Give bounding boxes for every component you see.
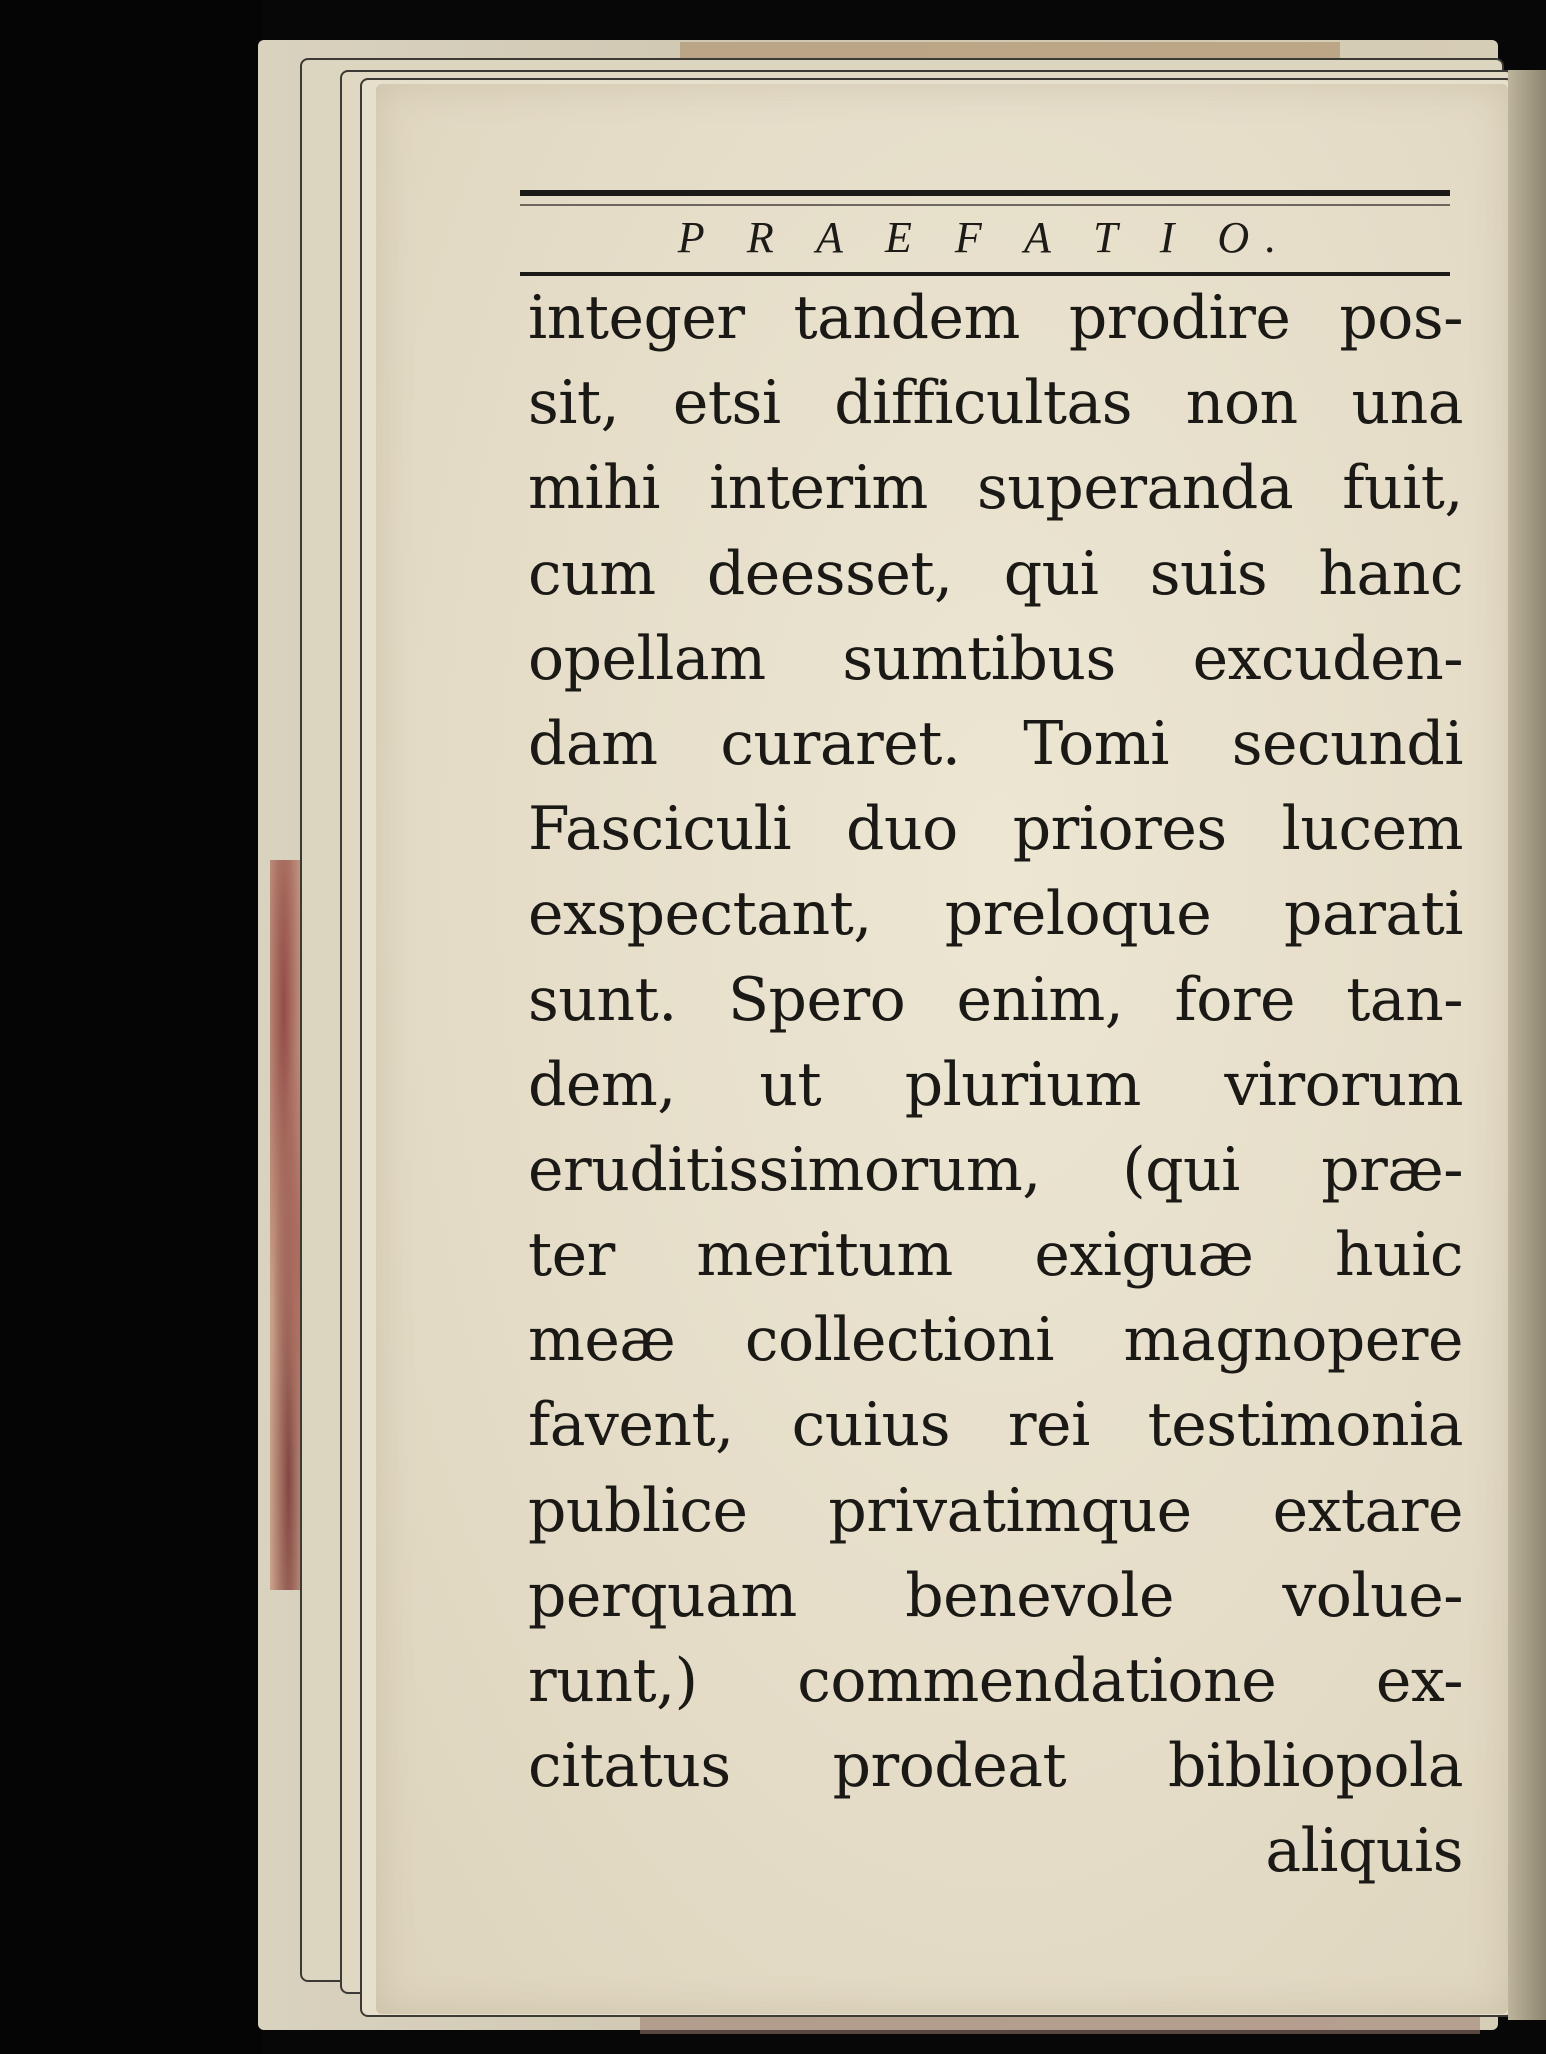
text-line: publice privatimque extare: [528, 1475, 1463, 1546]
text-line-catchword: aliquis: [1265, 1816, 1463, 1887]
text-line: perquam benevole volue-: [528, 1560, 1463, 1631]
text-line: Fasciculi duo priores lucem: [528, 794, 1463, 865]
text-line: favent, cuius rei testimonia: [528, 1390, 1463, 1461]
text-line: citatus prodeat bibliopola: [528, 1731, 1463, 1802]
facing-page-edge: [1508, 70, 1546, 2020]
text-line: opellam sumtibus excuden-: [528, 623, 1463, 694]
text-line: sunt. Spero enim, fore tan-: [528, 964, 1463, 1035]
text-line: mihi interim superanda fuit,: [528, 453, 1463, 524]
background-shadow: [0, 0, 262, 2054]
text-line: dem, ut plurium virorum: [528, 1049, 1463, 1120]
text-line: cum deesset, qui suis hanc: [528, 538, 1463, 609]
text-line: ter meritum exiguæ huic: [528, 1220, 1463, 1291]
header-rule-top: [520, 190, 1450, 196]
text-line: eruditissimorum, (qui præ-: [528, 1134, 1463, 1205]
text-line: sit, etsi difficultas non una: [528, 368, 1463, 439]
text-line: integer tandem prodire pos-: [528, 283, 1463, 353]
text-line: meæ collectioni magnopere: [528, 1305, 1463, 1376]
text-line: exspectant, preloque parati: [528, 879, 1463, 950]
running-title: P R A E F A T I O.: [677, 213, 1293, 262]
page-body-text: [528, 276, 1463, 1895]
text-line: runt,) commendatione ex-: [528, 1646, 1463, 1716]
text-line: dam curaret. Tomi secundi: [528, 708, 1463, 779]
